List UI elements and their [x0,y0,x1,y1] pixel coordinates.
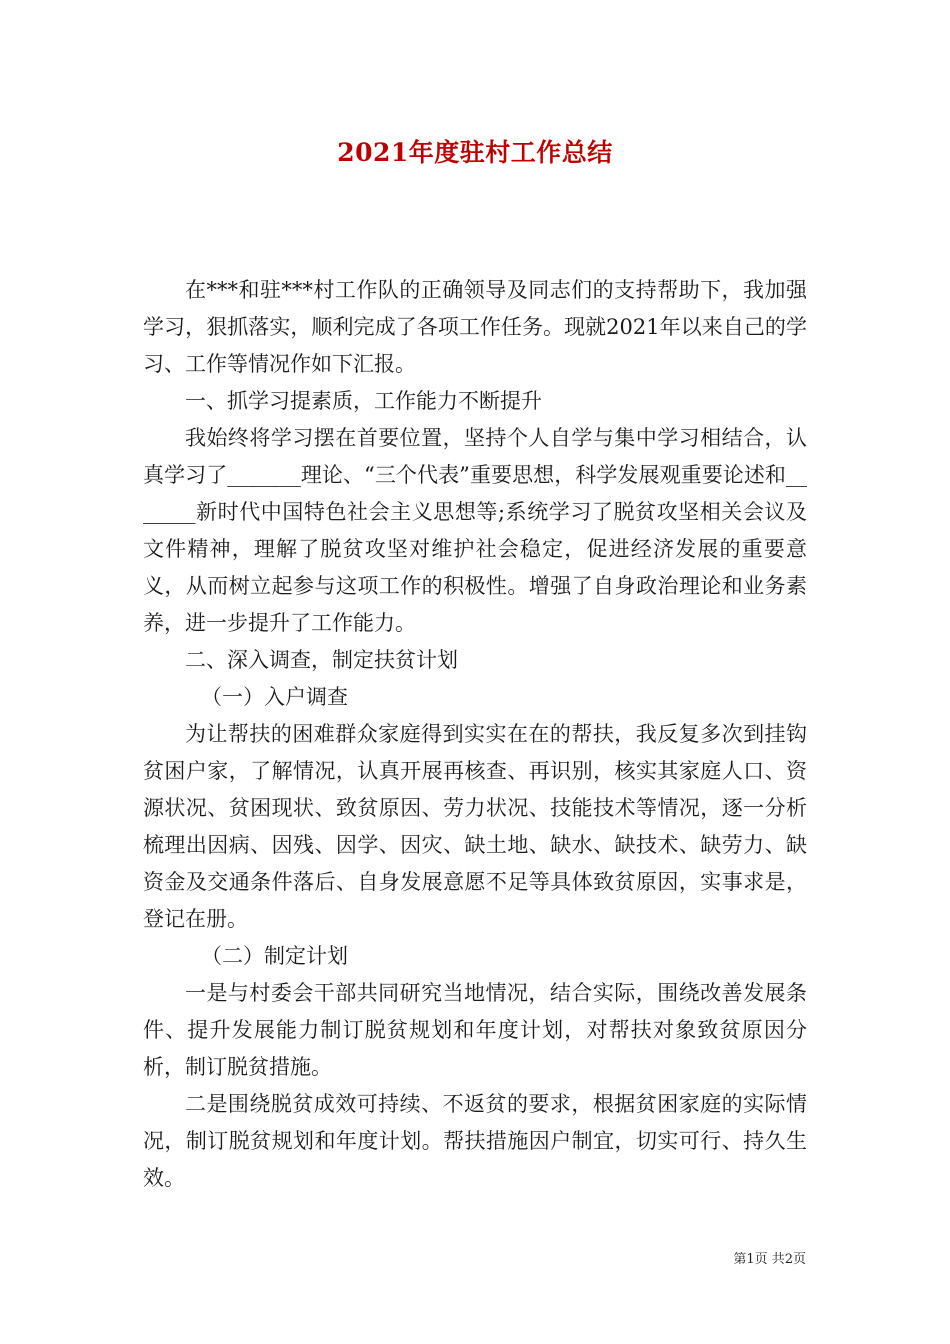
plan-paragraph-1: 一是与村委会干部共同研究当地情况，结合实际，围绕改善发展条件、提升发展能力制订脱贫规划和年度计划，对帮扶对象致贫原因分析，制订脱贫措施。 [143,981,807,1079]
page-number: 第1页 共2页 [733,1252,806,1267]
plan-paragraph-2: 二是围绕脱贫成效可持续、不返贫的要求，根据贫困家庭的实际情况，制订脱贫规划和年度计划。帮扶措施因户制宜，切实可行、持久生效。 [143,1092,807,1190]
subsection-1-paragraph: 为让帮扶的困难群众家庭得到实实在在的帮扶，我反复多次到挂钩贫困户家，了解情况，认真开展再核查、再识别，核实其家庭人口、资源状况、贫困现状、致贫原因、劳力状况、技能技术等情况，逐一分析梳理出因病、因残、因学、因灾、缺土地、缺水、缺技术、缺劳力、缺资金及交通条件落后、自身发展意愿不足等具体致贫原因，实事求是，登记在册。 [143,722,807,931]
document-title: 2021年度驻村工作总结 [337,138,613,167]
document-body [143,272,807,1197]
subsection-heading-2: （二）制定计划 [201,944,348,968]
section-heading-2: 二、深入调查，制定扶贫计划 [185,648,458,672]
subsection-heading-1: （一）入户调查 [201,685,348,709]
section-heading-1: 一、抓学习提素质，工作能力不断提升 [185,389,542,413]
section-1-paragraph: 我始终将学习摆在首要位置，坚持个人自学与集中学习相结合，认真学习了_______理论、“三个代表”重要思想，科学发展观重要论述和_______新时代中国特色社会主义思想等;系统学习了脱贫攻坚相关会议及文件精神，理解了脱贫攻坚对维护社会稳定，促进经济发展的重要意义，从而树立起参与这项工作的积极性。增强了自身政治理论和业务素养，进一步提升了工作能力。 [143,426,807,635]
intro-paragraph: 在***和驻***村工作队的正确领导及同志们的支持帮助下，我加强学习，狠抓落实，顺利完成了各项工作任务。现就2021年以来自己的学习、工作等情况作如下汇报。 [143,278,807,376]
